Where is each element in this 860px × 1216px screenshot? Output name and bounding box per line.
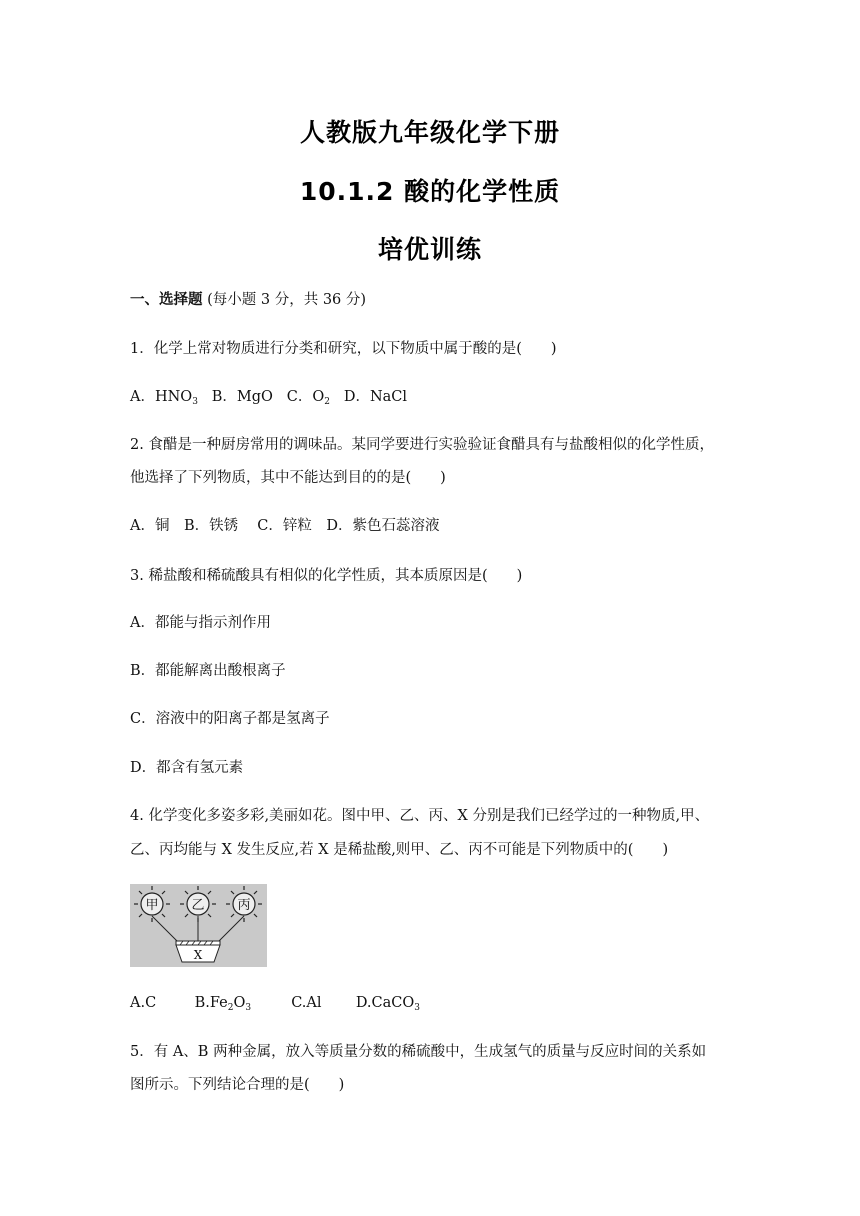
flower-pot-figure <box>130 884 267 967</box>
q2-stem-line1: 2. 食醋是一种厨房常用的调味品。某同学要进行实验验证食醋具有与盐酸相似的化学性质， <box>130 437 714 453</box>
q4-stem-line1: 4. 化学变化多姿多彩,美丽如花。图中甲、乙、丙、X 分别是我们已经学过的一种物质,甲、 <box>130 808 710 824</box>
section-heading-note: (每小题 3 分，共 36 分) <box>202 292 367 308</box>
q3-option-a: A．都能与指示剂作用 <box>130 615 271 631</box>
pot <box>176 941 220 962</box>
q4-option-a: A.C <box>130 995 157 1011</box>
doc-title-line3: 培优训练 <box>377 235 482 264</box>
section-heading-label: 一、选择题 <box>130 291 203 308</box>
flower-label-jia: 甲 <box>145 898 159 913</box>
q2-stem-line2: 他选择了下列物质，其中不能达到目的的是( ) <box>130 470 446 486</box>
q1-option-a: A．$HNO_3$ <box>130 389 198 407</box>
flower-pot-diagram <box>130 884 267 967</box>
flower-label-bing: 丙 <box>237 898 251 913</box>
q4-option-d: D.CaCO$_3$ <box>355 995 421 1013</box>
section-heading <box>130 290 366 310</box>
q1-options <box>130 387 407 407</box>
q4-option-c: C.Al <box>291 995 322 1011</box>
q1-stem: 1．化学上常对物质进行分类和研究，以下物质中属于酸的是( ) <box>130 341 557 357</box>
q3-option-b: B．都能解离出酸根离子 <box>130 663 286 679</box>
doc-title-line2: 10.1.2 酸的化学性质 <box>299 177 561 206</box>
q2-options: A．铜 B．铁锈 C．锌粒 D．紫色石蕊溶液 <box>130 518 440 534</box>
q4-option-b: $B.Fe_2O_3$ <box>194 995 252 1013</box>
pot-label-x: X <box>193 948 203 962</box>
flower-label-yi: 乙 <box>191 898 205 913</box>
q3-option-c: C．溶液中的阳离子都是氢离子 <box>130 711 330 727</box>
q1-option-d: D．NaCl <box>343 389 408 405</box>
q5-stem-line1: 5．有 A、B 两种金属，放入等质量分数的稀硫酸中，生成氢气的质量与反应时间的关系如 <box>130 1044 707 1060</box>
q3-option-d: D．都含有氢元素 <box>130 760 244 776</box>
q3-stem: 3. 稀盐酸和稀硫酸具有相似的化学性质，其本质原因是( ) <box>130 568 523 584</box>
doc-title-line1: 人教版九年级化学下册 <box>299 118 560 147</box>
q1-option-c: C．$O_2$ <box>286 389 330 407</box>
q1-option-b: B．MgO <box>211 389 273 405</box>
q4-stem-line2: 乙、丙均能与 X 发生反应,若 X 是稀盐酸,则甲、乙、丙不可能是下列物质中的( ) <box>130 842 669 858</box>
q4-options <box>130 993 420 1013</box>
q5-stem-line2: 图所示。下列结论合理的是( ) <box>130 1077 345 1093</box>
